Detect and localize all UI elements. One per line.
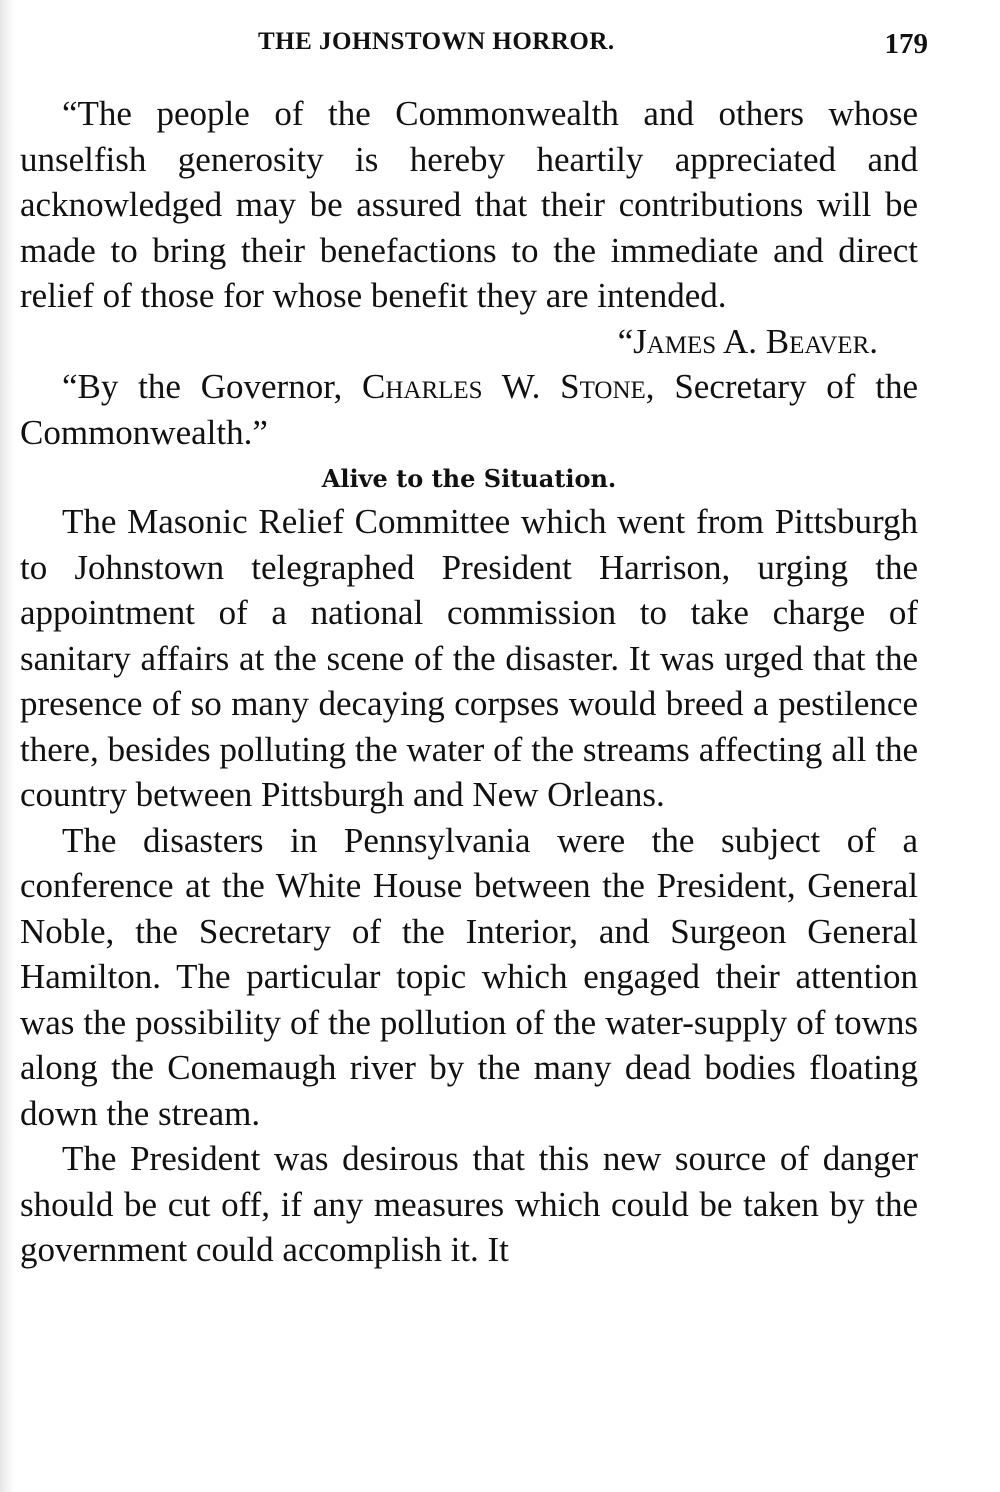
page-number: 179 [884, 28, 928, 60]
paragraph-white-house-conference: The disasters in Pennsylvania were the subject of a conference at the White House between the President, General Noble, the Secretary of the Interior, and Surgeon General Hamilton. The particular topic which engaged their attention was the possibility of the pollution of the water-supply of towns along the Conemaugh river by the many dead bodies floating down the stream. [20, 820, 918, 1133]
running-head [20, 28, 928, 68]
running-head-title: THE JOHNSTOWN HORROR. [258, 28, 615, 55]
section-subheading: Alive to the Situation. [321, 464, 617, 493]
governor-signature: “James A. Beaver. [617, 321, 878, 361]
secretary-attestation [20, 364, 918, 455]
page-edge-shadow [0, 0, 14, 1492]
secretary-name: Charles W. Stone [362, 367, 646, 406]
paragraph-masonic-committee: The Masonic Relief Committee which went from Pittsburgh to Johnstown telegraphed President Harrison, urging the appointment of a national commission to take charge of sanitary affairs at the scene of the disaster. It was urged that the presence of so many decaying corpses would breed a pestilence there, besides polluting the water of the streams affecting all the country between Pittsburgh and New Orleans. [20, 502, 918, 814]
paragraph-proclamation-close: “The people of the Commonwealth and others whose unselfish generosity is hereby heartily appreciated and acknowledged may be assured that their contributions will be made to bring their benefactions to the immediate and direct relief of those for whose benefit they are intended. [20, 94, 918, 315]
paragraph-president-desirous: The President was desirous that this new source of danger should be cut off, if any measures which could be taken by the government could accomplish it. It [20, 1139, 918, 1269]
body-text [20, 91, 918, 1273]
attestation-prefix: “By the Governor, [62, 367, 363, 406]
attestation-suffix: , Secretary of the Commonwealth.” [20, 367, 918, 452]
